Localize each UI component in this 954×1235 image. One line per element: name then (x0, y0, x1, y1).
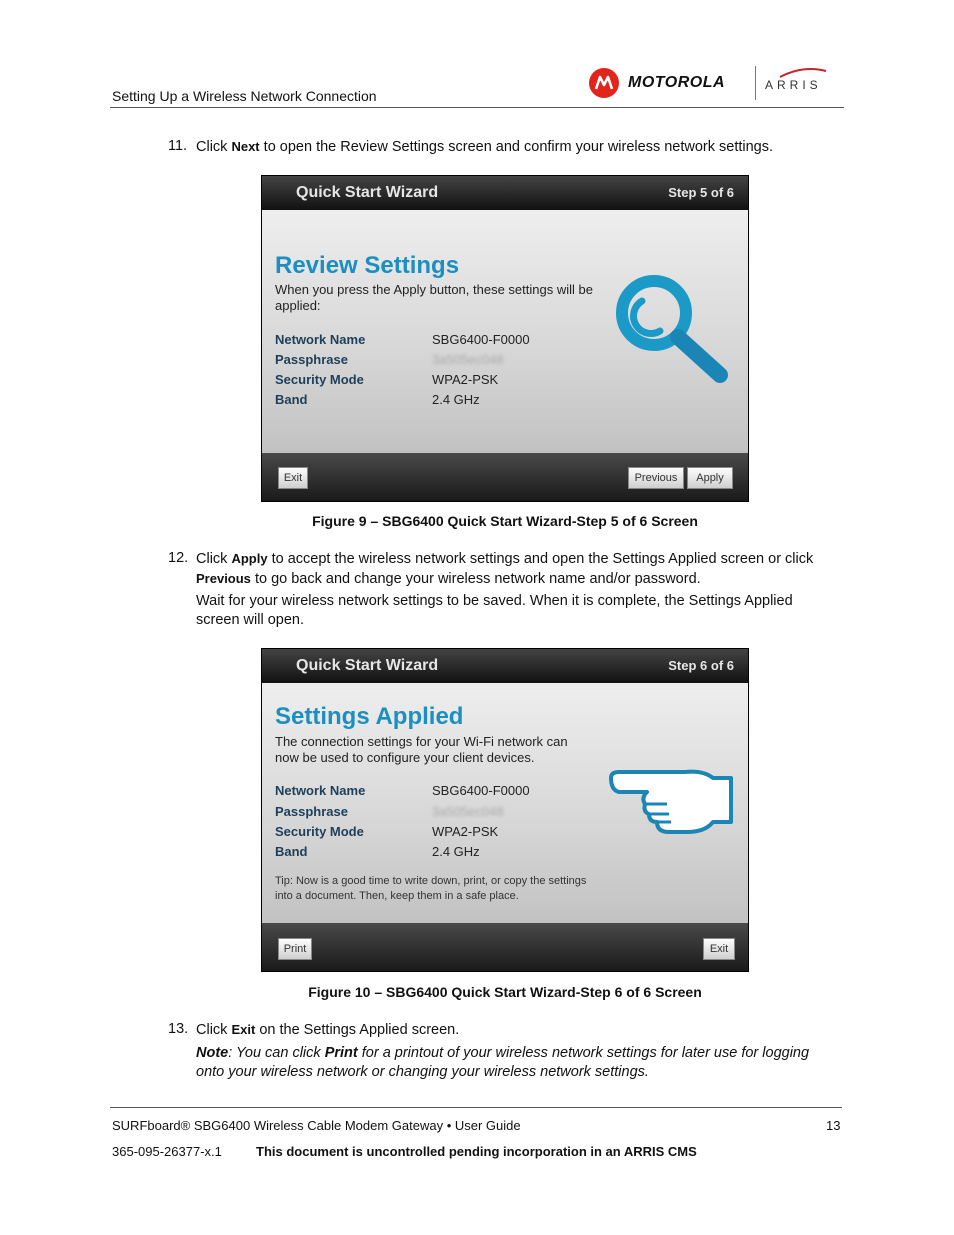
arris-swoosh-icon (778, 66, 828, 84)
wizard-header (262, 176, 748, 210)
wizard-step: Step 6 of 6 (668, 658, 734, 673)
security-mode-value: WPA2-PSK (432, 824, 499, 839)
security-mode-value: WPA2-PSK (432, 372, 499, 387)
network-name-value: SBG6400-F0000 (432, 332, 530, 347)
exit-command: Exit (231, 1022, 256, 1037)
screen-intro: When you press the Apply button, these settings will be applied: (275, 282, 593, 313)
security-mode-label: Security Mode (275, 824, 364, 839)
band-value: 2.4 GHz (432, 844, 480, 859)
screen-heading: Review Settings (275, 252, 460, 279)
network-name-label: Network Name (275, 332, 366, 347)
figure-9-caption: Figure 9 – SBG6400 Quick Start Wizard-Step 5 of 6 Screen (312, 513, 698, 529)
figure-10-caption: Figure 10 – SBG6400 Quick Start Wizard-Step 6 of 6 Screen (308, 984, 702, 1000)
network-name-value: SBG6400-F0000 (432, 783, 530, 798)
step-number: 13. (168, 1021, 189, 1037)
wizard-header (262, 649, 748, 683)
print-button[interactable]: Print (278, 938, 312, 960)
step-12-text: Click Apply to accept the wireless network settings and open the Settings Applied screen or click Previous to go back and change your wireless network name and/or password. (196, 551, 814, 587)
band-label: Band (275, 392, 308, 407)
exit-button[interactable]: Exit (703, 938, 735, 960)
settings-applied-screenshot (261, 648, 749, 972)
passphrase-value: 3a505ec048 (432, 804, 504, 819)
exit-button[interactable]: Exit (278, 467, 308, 489)
passphrase-label: Passphrase (275, 804, 348, 819)
step-12-detail: Wait for your wireless network settings to be saved. When it is complete, the Settings Applied screen will open. (196, 593, 793, 628)
step-11-text: Click Next to open the Review Settings screen and confirm your wireless network settings. (196, 139, 774, 155)
apply-command: Apply (231, 551, 268, 566)
screen-intro: The connection settings for your Wi-Fi network can now be used to configure your client devices. (275, 734, 568, 765)
note-text: Note: You can click Print for a printout of your wireless network settings for later use for logging onto your wireless network or changing your wireless network settings. (196, 1045, 810, 1080)
footer-product: SURFboard® SBG6400 Wireless Cable Modem Gateway • User Guide (112, 1118, 521, 1133)
header-rule (110, 107, 844, 108)
wizard-footer (262, 923, 748, 971)
doc-number: 365-095-26377-x.1 (112, 1144, 222, 1159)
passphrase-label: Passphrase (275, 352, 348, 367)
step-number: 12. (168, 550, 189, 566)
arris-wordmark: ARRIS (765, 78, 822, 92)
page-number: 13 (826, 1118, 841, 1133)
pointing-hand-icon (607, 764, 737, 841)
review-settings-screenshot (261, 175, 749, 502)
motorola-wordmark: MOTOROLA (628, 74, 726, 91)
logo-divider (755, 66, 756, 100)
security-mode-label: Security Mode (275, 372, 364, 387)
tip-text: Tip: Now is a good time to write down, print, or copy the settings into a document. Then, keep them in a safe place. (275, 875, 587, 902)
wizard-title: Quick Start Wizard (296, 184, 439, 201)
passphrase-value: 3a505ec048 (432, 352, 504, 367)
step-13-text: Click Exit on the Settings Applied screen. (196, 1022, 460, 1038)
network-name-label: Network Name (275, 783, 366, 798)
wizard-step: Step 5 of 6 (668, 185, 734, 200)
doc-notice: This document is uncontrolled pending incorporation in an ARRIS CMS (256, 1144, 697, 1159)
previous-button[interactable]: Previous (628, 467, 684, 489)
section-title: Setting Up a Wireless Network Connection (112, 88, 377, 104)
print-command: Print (324, 1045, 358, 1061)
screen-heading: Settings Applied (275, 703, 464, 730)
apply-button[interactable]: Apply (687, 467, 733, 489)
band-value: 2.4 GHz (432, 392, 480, 407)
step-number: 11. (168, 138, 188, 154)
band-label: Band (275, 844, 308, 859)
next-command: Next (231, 139, 260, 154)
footer-rule (110, 1107, 842, 1108)
note-label: Note (196, 1045, 229, 1061)
motorola-logo-icon (589, 68, 619, 98)
previous-command: Previous (196, 571, 251, 586)
magnifier-icon (612, 271, 732, 391)
wizard-title: Quick Start Wizard (296, 657, 439, 674)
